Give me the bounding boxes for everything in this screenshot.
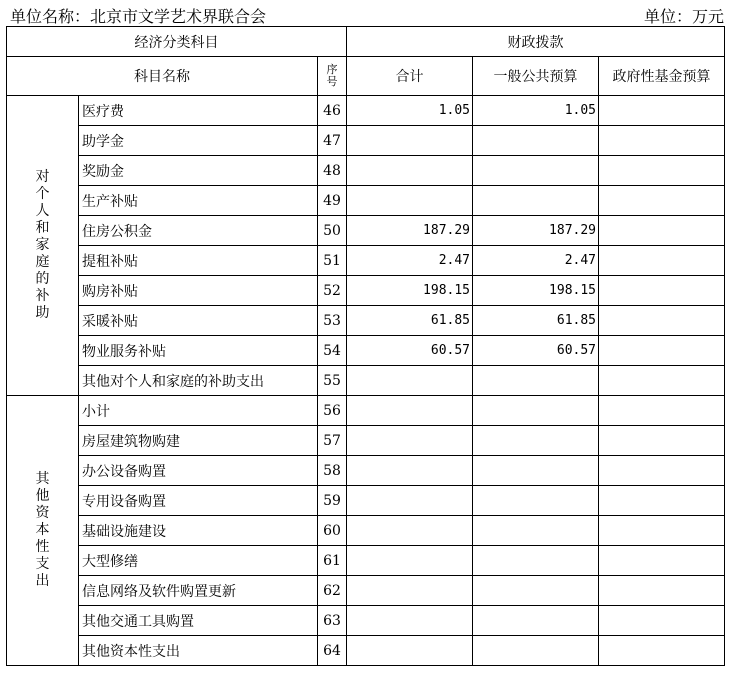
item-name-cell: 其他交通工具购置 xyxy=(79,606,318,636)
fund-cell xyxy=(599,336,725,366)
fund-cell xyxy=(599,576,725,606)
total-cell xyxy=(347,636,473,666)
item-name-cell: 采暖补贴 xyxy=(79,306,318,336)
fund-cell xyxy=(599,546,725,576)
general-cell xyxy=(473,156,599,186)
item-name-cell: 大型修缮 xyxy=(79,546,318,576)
fund-cell xyxy=(599,276,725,306)
general-cell: 187.29 xyxy=(473,216,599,246)
table-row xyxy=(7,306,725,336)
seq-cell: 53 xyxy=(318,306,347,336)
fund-cell xyxy=(599,456,725,486)
table-row xyxy=(7,276,725,306)
table-row xyxy=(7,246,725,276)
seq-cell: 48 xyxy=(318,156,347,186)
fund-cell xyxy=(599,246,725,276)
fiscal-group-header: 财政拨款 xyxy=(347,27,725,57)
seq-cell: 46 xyxy=(318,96,347,126)
group-label-cell xyxy=(7,396,79,666)
fund-cell xyxy=(599,636,725,666)
budget-table xyxy=(6,26,725,666)
fund-header: 政府性基金预算 xyxy=(599,57,725,96)
fund-cell xyxy=(599,366,725,396)
general-cell: 60.57 xyxy=(473,336,599,366)
table-row xyxy=(7,576,725,606)
unit-label: 单位：万元 xyxy=(643,7,724,26)
seq-cell: 58 xyxy=(318,456,347,486)
total-cell xyxy=(347,486,473,516)
table-row xyxy=(7,636,725,666)
seq-cell: 59 xyxy=(318,486,347,516)
fund-cell xyxy=(599,156,725,186)
seq-header-text: 序号 xyxy=(326,62,338,88)
total-cell xyxy=(347,426,473,456)
total-cell xyxy=(347,186,473,216)
fund-cell xyxy=(599,186,725,216)
total-cell: 2.47 xyxy=(347,246,473,276)
seq-cell: 54 xyxy=(318,336,347,366)
seq-cell: 57 xyxy=(318,426,347,456)
table-row xyxy=(7,516,725,546)
item-name-cell: 小计 xyxy=(79,396,318,426)
general-cell xyxy=(473,486,599,516)
general-cell xyxy=(473,456,599,486)
seq-cell: 47 xyxy=(318,126,347,156)
total-cell: 60.57 xyxy=(347,336,473,366)
general-cell xyxy=(473,126,599,156)
item-name-cell: 提租补贴 xyxy=(79,246,318,276)
item-name-cell: 住房公积金 xyxy=(79,216,318,246)
total-cell: 198.15 xyxy=(347,276,473,306)
table-row xyxy=(7,456,725,486)
total-header: 合计 xyxy=(347,57,473,96)
item-name-cell: 其他资本性支出 xyxy=(79,636,318,666)
seq-cell: 60 xyxy=(318,516,347,546)
table-row xyxy=(7,216,725,246)
fund-cell xyxy=(599,216,725,246)
total-cell xyxy=(347,456,473,486)
total-cell xyxy=(347,576,473,606)
econ-group-header: 经济分类科目 xyxy=(7,27,347,57)
general-cell xyxy=(473,396,599,426)
item-name-cell: 购房补贴 xyxy=(79,276,318,306)
item-name-cell: 奖励金 xyxy=(79,156,318,186)
item-name-cell: 信息网络及软件购置更新 xyxy=(79,576,318,606)
item-name-cell: 基础设施建设 xyxy=(79,516,318,546)
total-cell xyxy=(347,546,473,576)
seq-cell: 52 xyxy=(318,276,347,306)
header-row-2 xyxy=(7,57,725,96)
table-row xyxy=(7,96,725,126)
table-row xyxy=(7,186,725,216)
item-name-cell: 医疗费 xyxy=(79,96,318,126)
general-cell: 198.15 xyxy=(473,276,599,306)
seq-cell: 55 xyxy=(318,366,347,396)
item-name-cell: 助学金 xyxy=(79,126,318,156)
table-row xyxy=(7,546,725,576)
item-name-cell: 其他对个人和家庭的补助支出 xyxy=(79,366,318,396)
general-cell xyxy=(473,546,599,576)
seq-cell: 62 xyxy=(318,576,347,606)
table-row xyxy=(7,366,725,396)
fund-cell xyxy=(599,306,725,336)
general-cell: 1.05 xyxy=(473,96,599,126)
table-row xyxy=(7,396,725,426)
table-row xyxy=(7,426,725,456)
seq-cell: 63 xyxy=(318,606,347,636)
item-name-cell: 生产补贴 xyxy=(79,186,318,216)
seq-cell: 50 xyxy=(318,216,347,246)
fund-cell xyxy=(599,516,725,546)
seq-cell: 49 xyxy=(318,186,347,216)
total-cell xyxy=(347,606,473,636)
group-label: 其他资本性支出 xyxy=(35,471,50,589)
fund-cell xyxy=(599,96,725,126)
table-row xyxy=(7,336,725,366)
item-name-cell: 专用设备购置 xyxy=(79,486,318,516)
seq-header xyxy=(318,57,347,96)
item-name-cell: 办公设备购置 xyxy=(79,456,318,486)
general-cell xyxy=(473,606,599,636)
header-row-1 xyxy=(7,27,725,57)
group-label: 对个人和家庭的补助 xyxy=(35,169,50,321)
total-cell xyxy=(347,396,473,426)
fund-cell xyxy=(599,606,725,636)
general-cell: 61.85 xyxy=(473,306,599,336)
unit-name: 单位名称：北京市文学艺术界联合会 xyxy=(10,7,267,26)
total-cell xyxy=(347,126,473,156)
total-cell xyxy=(347,516,473,546)
seq-cell: 51 xyxy=(318,246,347,276)
general-cell: 2.47 xyxy=(473,246,599,276)
table-row xyxy=(7,126,725,156)
general-cell xyxy=(473,576,599,606)
item-name-cell: 物业服务补贴 xyxy=(79,336,318,366)
seq-cell: 64 xyxy=(318,636,347,666)
group-label-cell xyxy=(7,96,79,396)
table-row xyxy=(7,486,725,516)
total-cell xyxy=(347,366,473,396)
fund-cell xyxy=(599,396,725,426)
general-cell xyxy=(473,426,599,456)
report-header xyxy=(10,4,724,26)
general-cell xyxy=(473,516,599,546)
total-cell: 61.85 xyxy=(347,306,473,336)
table-row xyxy=(7,606,725,636)
total-cell xyxy=(347,156,473,186)
seq-cell: 56 xyxy=(318,396,347,426)
general-cell xyxy=(473,636,599,666)
item-name-header: 科目名称 xyxy=(7,57,318,96)
table-row xyxy=(7,156,725,186)
total-cell: 1.05 xyxy=(347,96,473,126)
fund-cell xyxy=(599,426,725,456)
general-cell xyxy=(473,366,599,396)
item-name-cell: 房屋建筑物购建 xyxy=(79,426,318,456)
general-cell xyxy=(473,186,599,216)
total-cell: 187.29 xyxy=(347,216,473,246)
fund-cell xyxy=(599,486,725,516)
seq-cell: 61 xyxy=(318,546,347,576)
fund-cell xyxy=(599,126,725,156)
general-header: 一般公共预算 xyxy=(473,57,599,96)
